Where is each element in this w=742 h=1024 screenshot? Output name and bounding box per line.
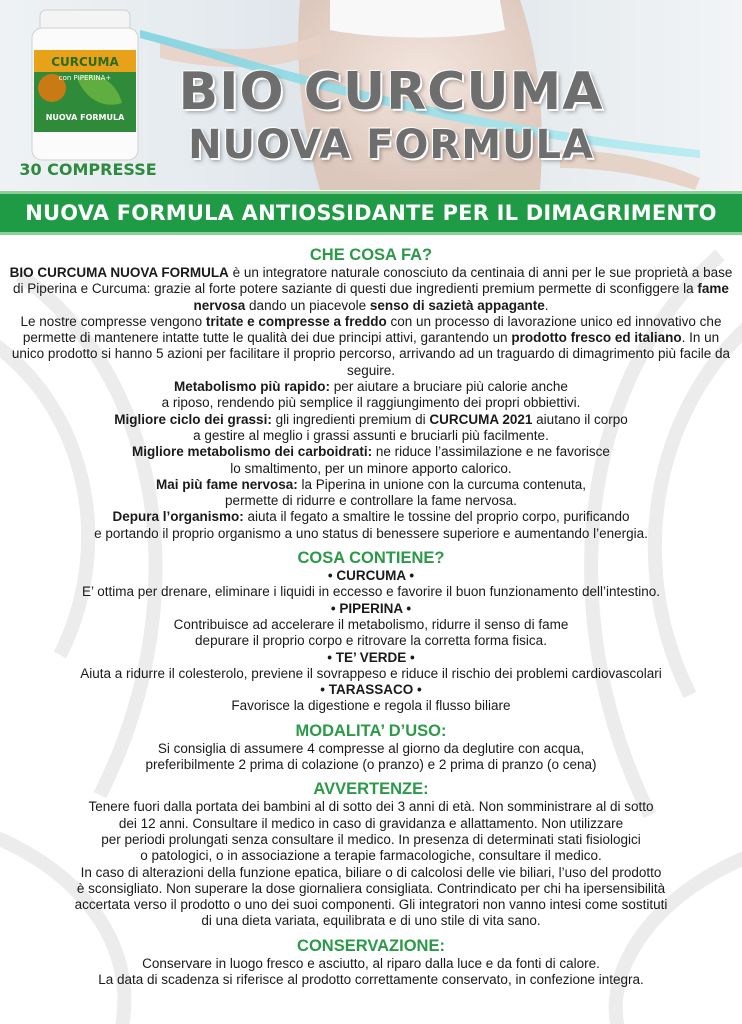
benefit-label: Migliore ciclo dei grassi: <box>114 411 272 427</box>
benefit-line: Migliore ciclo dei grassi: gli ingredienti premium di CURCUMA 2021 aiutano il corpo <box>114 411 628 427</box>
ingredient-description: depurare il proprio corpo e ritrovare la corretta forma fisica. <box>195 633 547 649</box>
benefit-line: Depura l’organismo: aiuta il fegato a smaltire le tossine del proprio corpo, purificando <box>112 509 630 525</box>
avvertenze-line: o patologici, o in associazione a terapie farmacologiche, consultare il medico. <box>140 848 602 864</box>
product-count: 30 COMPRESSE <box>19 160 157 179</box>
avvertenze-line: è sconsigliato. Non superare la dose giornaliera consigliata. Contrindicato per chi ha ipersensibilità <box>76 880 666 896</box>
benefits-list <box>8 379 734 542</box>
jar-label-sub: con PIPERINA+ <box>58 74 112 82</box>
ingredient-description: Favorisce la digestione e regola il flusso biliare <box>231 698 511 714</box>
benefit-line: Migliore metabolismo dei carboidrati: ne riduce l’assimilazione e ne favorisce <box>132 444 610 460</box>
ingredient-name: • TE’ VERDE • <box>327 649 415 665</box>
section-title-avvertenze: AVVERTENZE: <box>313 780 429 799</box>
benefit-line: a gestire al meglio i grassi assunti e bruciarli più facilmente. <box>193 427 549 443</box>
ingredient-description: Aiuta a ridurre il colesterolo, previene il sovrappeso e riduce il rischio dei problemi cardiovascolari <box>80 665 662 681</box>
section-title-cosa-fa: CHE COSA FA? <box>309 246 433 264</box>
benefit-line: Mai più fame nervosa: la Piperina in unione con la curcuma contenuta, <box>156 476 586 492</box>
benefit-line: Metabolismo più rapido: per aiutare a bruciare più calorie anche <box>174 379 568 395</box>
bold-text: prodotto fresco ed italiano <box>511 330 682 346</box>
modalita-line-1: Si consiglia di assumere 4 compresse al giorno da deglutire con acqua, <box>157 740 585 756</box>
bold-text: CURCUMA 2021 <box>429 411 533 427</box>
ingredient-description: E’ ottima per drenare, eliminare i liquidi in eccesso e favorire il buon funzionamento dell’intestino. <box>81 584 661 600</box>
bold-text: tritate e compresse a freddo <box>205 313 387 329</box>
avvertenze-line: dei 12 anni. Consultare il medico in caso di gravidanza e allattamento. Non utilizzare <box>118 815 624 831</box>
benefit-line: a riposo, rendendo più semplice il raggiungimento dei propri obbiettivi. <box>161 395 581 411</box>
benefit-line: lo smaltimento, per un minore apporto calorico. <box>230 460 512 476</box>
benefit-label: Depura l’organismo: <box>112 509 244 525</box>
benefit-line: e portando il proprio organismo a uno status di benessere superiore e aumentando l’energia. <box>94 525 648 541</box>
avvertenze-line: accertata verso il prodotto o uno dei suoi componenti. Gli integratori non vanno intesi come sostituti <box>74 897 668 913</box>
green-banner <box>0 191 742 235</box>
ingredient-name: • TARASSACO • <box>320 682 422 698</box>
ingredient-description: Contribuisce ad accelerare il metabolismo, ridurre il senso di fame <box>173 616 569 632</box>
page-subtitle: NUOVA FORMULA <box>188 122 594 168</box>
bold-text: fame nervosa <box>193 281 729 313</box>
benefit-label: Migliore metabolismo dei carboidrati: <box>132 444 373 460</box>
process-paragraph: Le nostre compresse vengono tritate e compresse a freddo con un processo di lavorazione unico ed innovativo che permette di mantenere intatte tutte le qualità dei due principi attivi, garantendo un prodotto fresco ed italiano. In un unico prodotto si hanno 5 azioni per facilitare il proprio percorso, arrivando ad un traguardo di dimagrimento più facile da seguire. <box>11 313 731 378</box>
conservazione-line-2: La data di scadenza si riferisce al prodotto correttamente conservato, in confezione integra. <box>98 971 644 987</box>
bold-text: BIO CURCUMA NUOVA FORMULA <box>9 265 229 280</box>
content-body <box>8 245 734 988</box>
avvertenze-line: In caso di alterazioni della funzione epatica, biliare o di calcolosi delle vie biliari, l’uso del prodotto <box>80 864 662 880</box>
section-title-conservazione: CONSERVAZIONE: <box>297 936 445 955</box>
ingredient-name: • CURCUMA • <box>327 568 415 584</box>
bold-text: senso di sazietà appagante <box>369 297 545 313</box>
benefit-label: Metabolismo più rapido: <box>174 379 331 395</box>
section-title-modalita: MODALITA’ D’USO: <box>295 721 447 740</box>
benefit-line: permette di ridurre e controllare la fame nervosa. <box>225 493 517 509</box>
avvertenze-line: Tenere fuori dalla portata dei bambini al di sotto dei 3 anni di età. Non somministrare al di sotto <box>88 799 654 815</box>
jar-label-top: CURCUMA <box>51 55 119 69</box>
banner-text: NUOVA FORMULA ANTIOSSIDANTE PER IL DIMAGRIMENTO <box>25 201 717 225</box>
ingredient-name: • PIPERINA • <box>330 600 412 616</box>
avvertenze-line: di una dieta variata, equilibrata e di uno stile di vita sano. <box>201 913 541 929</box>
section-title-cosa-contiene: COSA CONTIENE? <box>297 549 445 568</box>
benefit-label: Mai più fame nervosa: <box>156 476 298 492</box>
avvertenze-line: per periodi prolungati senza consultare il medico. In presenza di determinati stati fisiologici <box>101 831 641 847</box>
hero-banner <box>0 0 742 190</box>
conservazione-line-1: Conservare in luogo fresco e asciutto, al riparo dalla luce e da fonti di calore. <box>142 955 600 971</box>
intro-paragraph: BIO CURCUMA NUOVA FORMULA è un integratore naturale conosciuto da centinaia di anni per le sue proprietà a base di Piperina e Curcuma: grazie al forte potere saziante di questi due ingredienti premium permette di sconfiggere la fame nervosa dando un piacevole senso di sazietà appagante. <box>9 265 733 313</box>
jar-label-formula: NUOVA FORMULA <box>45 113 125 122</box>
ingredients-list <box>8 568 734 715</box>
modalita-line-2: preferibilmente 2 prima di colazione (o pranzo) e 2 prima di pranzo (o cena) <box>145 757 597 773</box>
page-title: BIO CURCUMA <box>178 62 604 122</box>
